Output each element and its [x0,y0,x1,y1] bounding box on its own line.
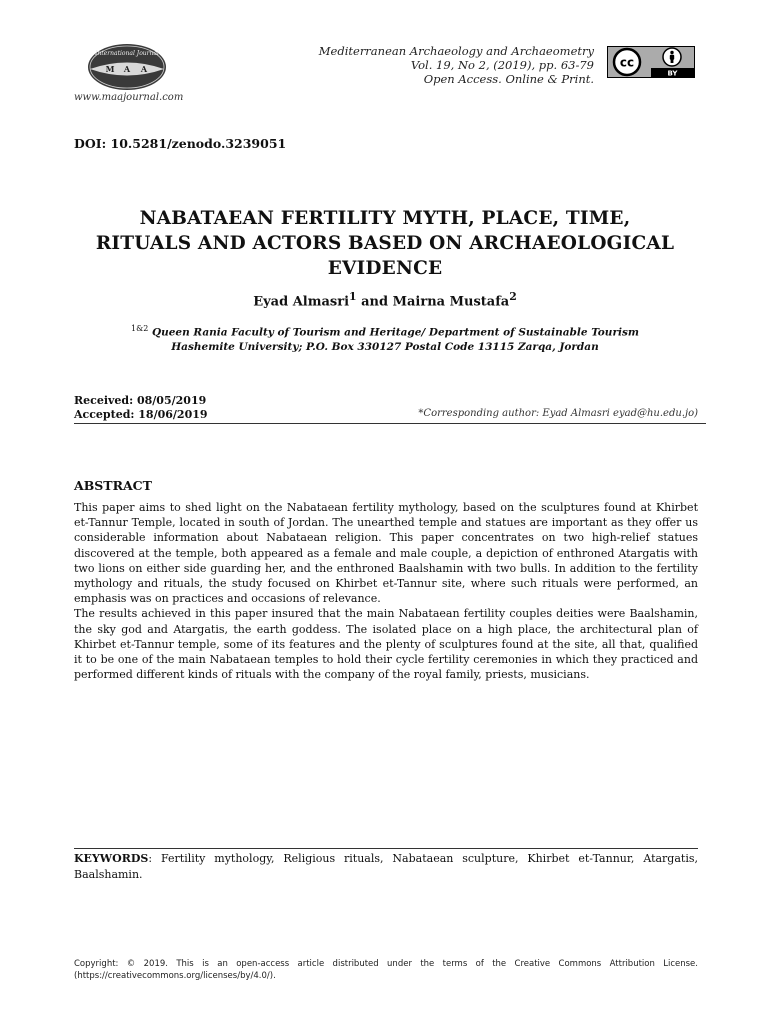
cc-by-license-badge[interactable] [607,46,695,78]
authors-joiner: and [356,294,393,310]
author-2: Mairna Mustafa [392,294,510,310]
abstract-paragraph-1: This paper aims to shed light on the Nabataean fertility mythology, based on the sculptures found at Khirbet et-Tannur Temple, located in south of Jordan. The unearthed temple and statues are important as they offer us considerable information about Nabataean religion. This paper concentrates on two high-relief statues discovered at the temple, both appeared as a female and male couple, a depiction of enthroned Atargatis with two lions on either side guarding her, and the enthroned Baalshamin with two bulls. In addition to the fertility mythology and rituals, the study focused on Khirbet et-Tannur site, where such rituals were performed, an emphasis was on practices and occasions of relevance. [74,501,698,606]
journal-volume: Vol. 19, No 2, (2019), pp. 63-79 [410,58,594,72]
abstract-body [74,500,698,682]
received-date: Received: 08/05/2019 [74,394,207,407]
maa-journal-logo [86,42,168,92]
title-line-1: NABATAEAN FERTILITY MYTH, PLACE, TIME, [139,208,631,229]
abstract-paragraph-2: The results achieved in this paper insured that the main Nabataean fertility couples deities were Baalshamin, the sky god and Atargatis, the earth goddess. The isolated place on a high place, the architectural plan of Khirbet et-Tannur temple, some of its features and the plenty of sculptures found at the site, all that, qualified it to be one of the main Nabataean temples to hold their cycle fertility ceremonies in which they practiced and performed different kinds of rituals with the company of the royal family, priests, musicians. [74,607,698,682]
abstract-heading: ABSTRACT [74,478,152,493]
doi[interactable]: DOI: 10.5281/zenodo.3239051 [74,136,287,151]
logo-letter-a2: A [140,64,148,74]
author-1: Eyad Almasri [253,294,350,310]
logo-letter-m: M [105,64,115,74]
affiliation [0,322,770,354]
logo-top-text: International Journal [95,50,159,57]
journal-access: Open Access. Online & Print. [423,72,594,86]
paper-title [60,206,710,281]
accepted-date: Accepted: 18/06/2019 [74,408,208,421]
journal-url[interactable]: www.maajournal.com [74,92,184,103]
by-label: BY [667,69,678,78]
keywords-label: KEYWORDS [74,852,149,865]
authors [0,290,770,309]
journal-info [319,44,594,86]
dates [74,394,208,422]
corresponding-author: *Corresponding author: Eyad Almasri eyad@hu.edu.jo) [418,408,698,419]
keywords [74,848,698,883]
divider [74,423,706,424]
keywords-text: : Fertility mythology, Religious rituals, Nabataean sculpture, Khirbet et-Tannur, Atargatis, Baalshamin. [74,852,698,881]
author-1-sup: 1 [349,290,357,303]
author-2-sup: 2 [509,290,517,303]
affiliation-line-1: Queen Rania Faculty of Tourism and Heritage/ Department of Sustainable Tourism [148,326,639,339]
affiliation-line-2: Hashemite University; P.O. Box 330127 Postal Code 13115 Zarqa, Jordan [171,340,599,353]
journal-name: Mediterranean Archaeology and Archaeometry [318,44,594,58]
affiliation-sup: 1&2 [131,324,149,333]
copyright-notice: Copyright: © 2019. This is an open-access article distributed under the terms of the Creative Commons Attribution License. (https://creativecommons.org/licenses/by/4.0/). [74,959,698,981]
title-line-3: EVIDENCE [327,258,443,279]
logo-letter-a1: A [123,64,131,74]
cc-icon: cc [619,55,635,70]
title-line-2: RITUALS AND ACTORS BASED ON ARCHAEOLOGICAL [95,233,675,254]
